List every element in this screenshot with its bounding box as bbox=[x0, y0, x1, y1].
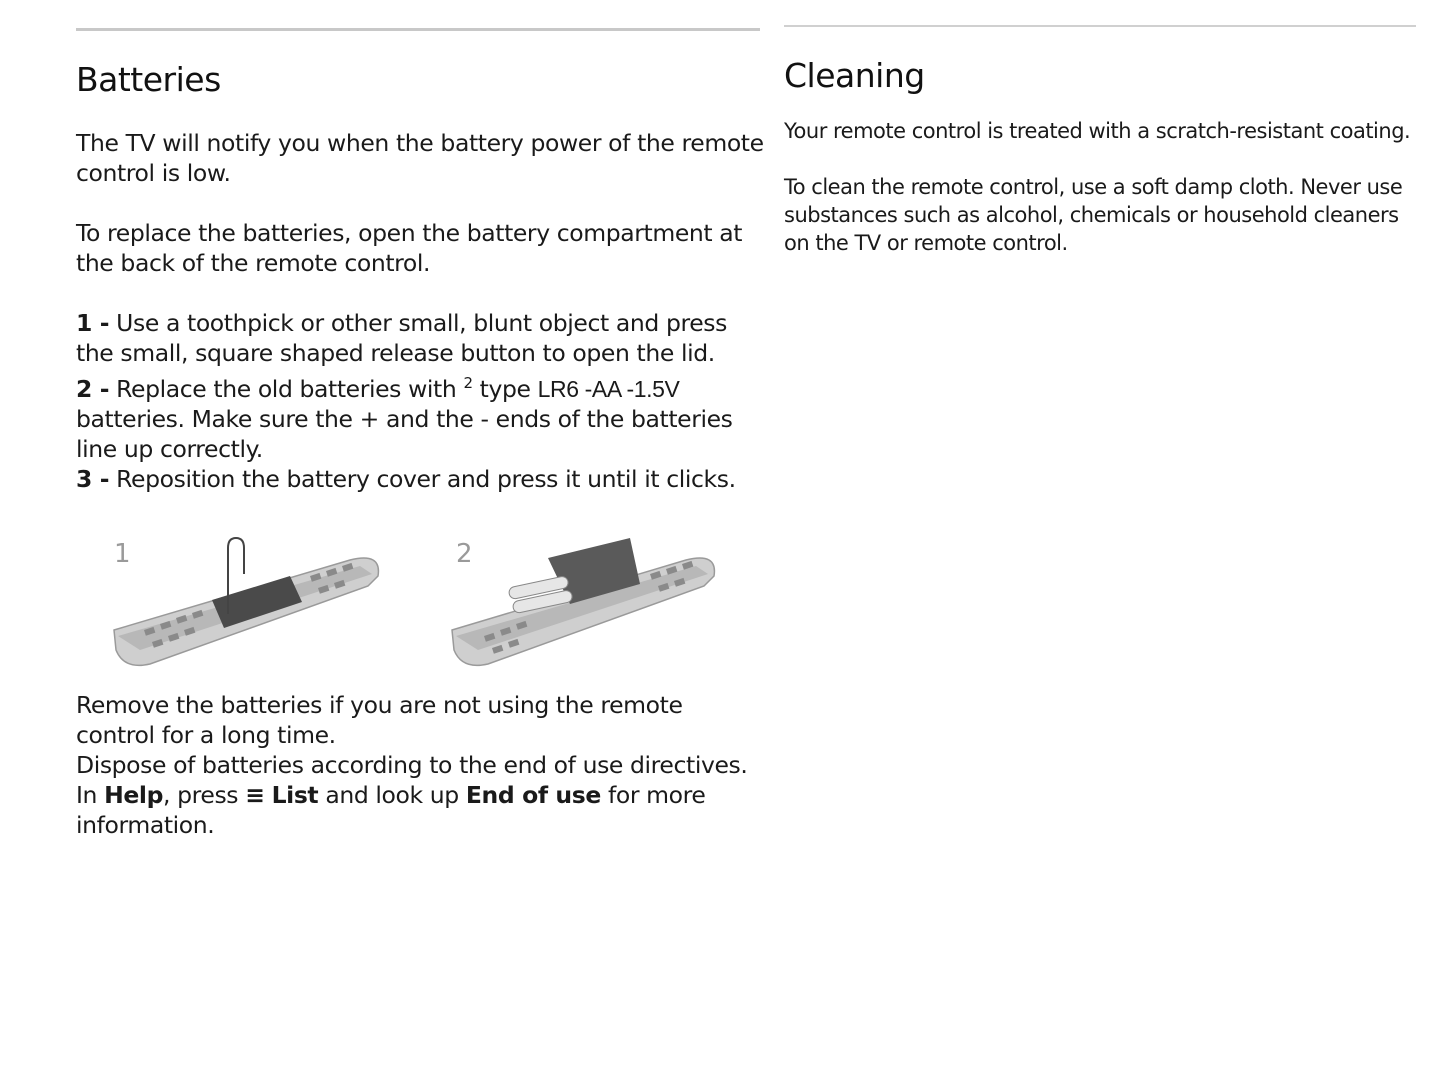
step-number: 1 - bbox=[76, 309, 110, 337]
right-divider bbox=[784, 25, 1416, 27]
steps-list bbox=[76, 308, 766, 494]
step-text: Replace the old batteries with bbox=[116, 375, 457, 403]
figure-label-1: 1 bbox=[114, 539, 131, 569]
cleaning-paragraph: To clean the remote control, use a soft damp cloth. Never use substances such as alcohol, chemicals or household cleaners on the TV or remote control. bbox=[784, 175, 1403, 255]
replace-paragraph: To replace the batteries, open the battery compartment at the back of the remote control. bbox=[76, 219, 743, 277]
step-text: Reposition the battery cover and press it until it clicks. bbox=[116, 465, 736, 493]
remote-open-illustration bbox=[114, 538, 378, 665]
step-number: 2 - bbox=[76, 375, 110, 403]
battery-spec: LR6 -AA -1.5V bbox=[537, 376, 680, 402]
step-2 bbox=[76, 368, 766, 464]
left-divider bbox=[76, 28, 760, 31]
type-word: type bbox=[479, 375, 531, 403]
step-number: 3 - bbox=[76, 465, 110, 493]
figure-label-2: 2 bbox=[456, 539, 473, 569]
end-of-use-link[interactable]: End of use bbox=[465, 781, 601, 809]
step-3 bbox=[76, 464, 766, 494]
remove-batteries-section bbox=[76, 690, 766, 840]
remove-text: Remove the batteries if you are not using the remote control for a long time. bbox=[76, 691, 683, 749]
help-instruction: In Help, press ≡ List and look up End of use for more information. bbox=[76, 781, 706, 839]
notify-paragraph: The TV will notify you when the battery power of the remote control is low. bbox=[76, 129, 764, 187]
step-text-after: batteries. Make sure the + and the - ends of the batteries line up correctly. bbox=[76, 405, 733, 463]
help-link[interactable]: Help bbox=[104, 781, 163, 809]
battery-replacement-illustration bbox=[100, 518, 760, 678]
cleaning-heading: Cleaning bbox=[784, 56, 925, 95]
list-label: List bbox=[271, 781, 319, 809]
list-menu-icon: ≡ bbox=[245, 781, 265, 809]
step-1 bbox=[76, 308, 766, 368]
remote-batteries-illustration bbox=[452, 538, 714, 665]
coating-paragraph: Your remote control is treated with a scratch-resistant coating. bbox=[784, 119, 1411, 143]
batteries-heading: Batteries bbox=[76, 60, 221, 99]
step-text: Use a toothpick or other small, blunt object and press the small, square shaped release button to open the lid. bbox=[76, 309, 727, 367]
battery-count: 2 bbox=[463, 374, 473, 392]
dispose-text: Dispose of batteries according to the end of use directives. bbox=[76, 751, 748, 779]
